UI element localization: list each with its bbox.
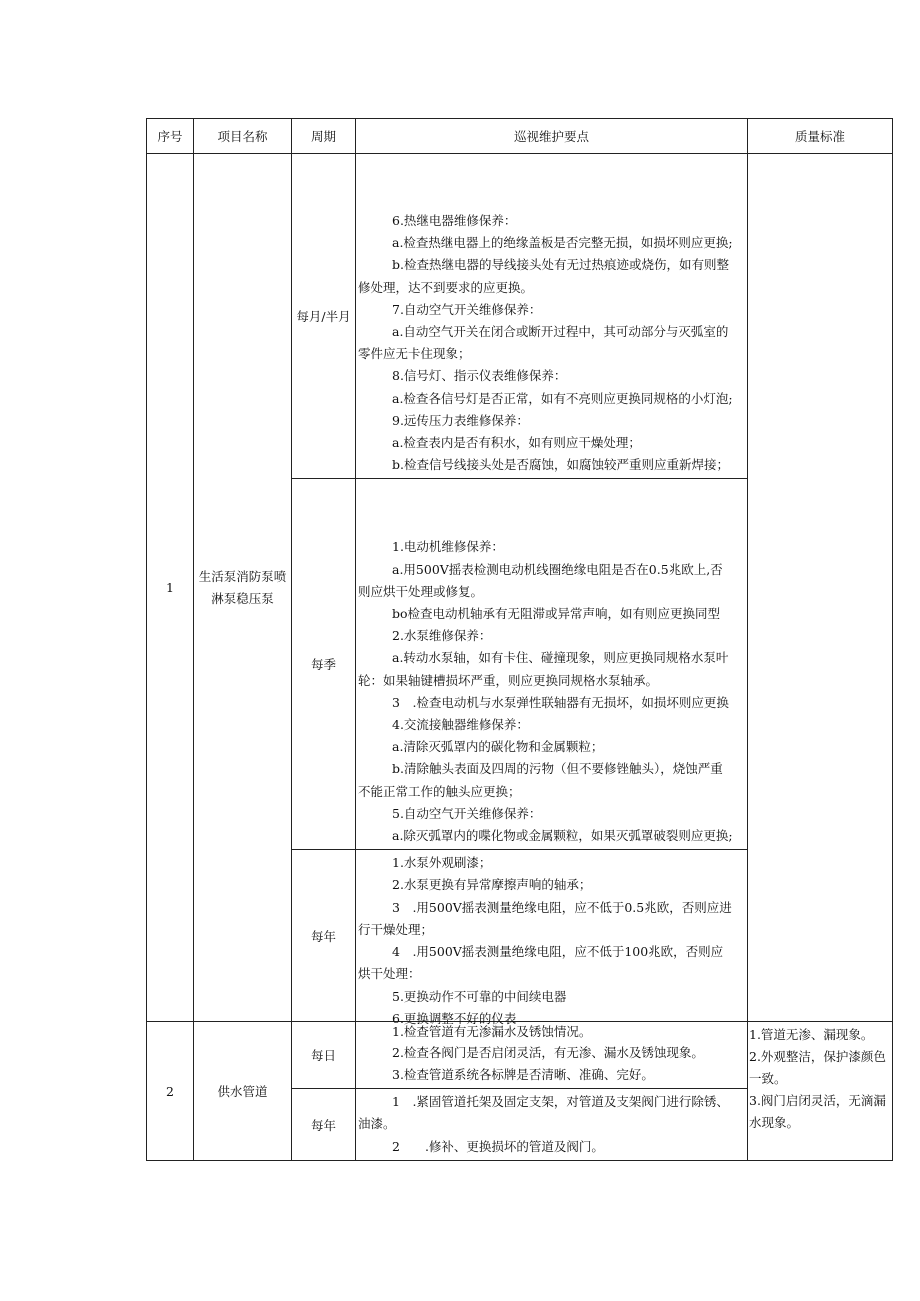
point-line: 5.更换动作不可靠的中间续电器 (392, 988, 567, 1004)
point-line: 1.电动机维修保养： (392, 539, 504, 555)
point-line: 4 .用500V摇表测量绝缘电阻，应不低于100兆欧，否则应 (392, 944, 724, 960)
standard-line: 1.管道无渗、漏现象。 (749, 1027, 874, 1043)
point-line: a.检查表内是否有积水，如有则应干燥处理； (392, 435, 641, 451)
point-line: 8.信号灯、指示仪表维修保养： (392, 368, 567, 384)
item-name: 生活泵消防泵喷淋泵稳压泵 (194, 154, 292, 1022)
header-standard: 质量标准 (748, 119, 893, 154)
period-label: 每季 (292, 479, 356, 850)
maintenance-points (356, 1022, 748, 1089)
point-line: 2.检查各阀门是否启闭灵活，有无渗、漏水及锈蚀现象。 (392, 1045, 704, 1061)
point-line: 6.热继电器维修保养： (392, 213, 517, 228)
standard-line: 2.外观整洁，保护漆颜色 (749, 1049, 886, 1065)
point-line: 修处理，达不到要求的应更换。 (358, 279, 534, 295)
point-line: bo检查电动机轴承有无阻滞或异常声响，如有则应更换同型 (392, 606, 721, 622)
point-line: a.清除灭弧罩内的碳化物和金属颗粒； (392, 739, 604, 755)
point-line: 1.水泵外观刷漆； (392, 855, 492, 871)
quality-standard (748, 154, 893, 1022)
point-line: 3 .检查电动机与水泵弹性联轴器有无损坏，如损坏则应更换 (392, 694, 729, 710)
point-line: a.检查热继电器上的绝缘盖板是否完整无损，如损坏则应更换; (392, 235, 733, 251)
point-line: a.转动水泵轴，如有卡住、碰撞现象，则应更换同规格水泵叶 (392, 650, 729, 666)
standard-line: 水现象。 (749, 1115, 800, 1131)
standard-line: 3.阀门启闭灵活，无滴漏 (749, 1093, 886, 1109)
header-name: 项目名称 (194, 119, 292, 154)
row-number: 1 (147, 154, 194, 1022)
point-line: 4.交流接触器维修保养： (392, 717, 529, 733)
point-line: 5.自动空气开关维修保养： (392, 805, 542, 821)
header-no: 序号 (147, 119, 194, 154)
point-line: 则应烘干处理或修复。 (358, 583, 484, 599)
point-line: 烘干处理： (358, 966, 421, 982)
table-row (147, 154, 893, 479)
point-line: 行干燥处理； (358, 921, 434, 937)
point-line: b.检查信号线接头处是否腐蚀，如腐蚀较严重则应重新焊接； (392, 457, 729, 473)
point-line: 3 .用500V摇表测量绝缘电阻，应不低于0.5兆欧，否则应进 (392, 899, 732, 915)
header-period: 周期 (292, 119, 356, 154)
period-label: 每年 (292, 850, 356, 1022)
maintenance-points (356, 850, 748, 1026)
point-line: b.检查热继电器的导线接头处有无过热痕迹或烧伤，如有则整 (392, 257, 729, 273)
header-points: 巡视维护要点 (356, 119, 748, 154)
point-line: 轮：如果轴键槽损坏严重，则应更换同规格水泵轴承。 (358, 672, 659, 688)
point-line: 9.远传压力表维修保养： (392, 412, 529, 428)
point-line: a.除灭弧罩内的喋化物或金属颗粒，如果灭弧罩破裂则应更换; (392, 828, 733, 844)
point-line: 2.水泵维修保养： (392, 628, 492, 644)
period-label: 每年 (292, 1089, 356, 1161)
point-line: 零件应无卡住现象； (358, 346, 471, 362)
table-row (147, 1022, 893, 1089)
point-line: a.检查各信号灯是否正常，如有不亮则应更换同规格的小灯泡; (392, 390, 733, 406)
point-line: 6.更换调整不好的仪表 (392, 1010, 517, 1026)
point-line: 1.检查管道有无渗漏水及锈蚀情况。 (392, 1024, 592, 1040)
quality-standard (748, 1022, 893, 1161)
point-line: 1 .紧固管道托架及固定支架，对管道及支架阀门进行除锈、 (392, 1094, 729, 1110)
maintenance-table (146, 118, 893, 1161)
point-line: 油漆。 (358, 1116, 396, 1132)
point-line: 3.检查管道系统各标牌是否清晰、准确、完好。 (392, 1067, 654, 1083)
point-line: a.自动空气开关在闭合或断开过程中，其可动部分与灭弧室的 (392, 324, 729, 340)
maintenance-points (356, 479, 748, 850)
point-line: 2 .修补、更换损坏的管道及阀门。 (392, 1138, 604, 1154)
point-line: a.用500V摇表检测电动机线圈绝缘电阻是否在0.5兆欧上,否 (392, 561, 723, 577)
period-label: 每月/半月 (292, 154, 356, 479)
row-number: 2 (147, 1022, 194, 1161)
maintenance-points (356, 1089, 748, 1161)
point-line: 7.自动空气开关维修保养： (392, 301, 542, 317)
standard-line: 一致。 (749, 1071, 787, 1087)
header-row (147, 119, 893, 154)
period-label: 每日 (292, 1022, 356, 1089)
point-line: 2.水泵更换有异常摩擦声响的轴承； (392, 877, 592, 893)
item-name: 供水管道 (194, 1022, 292, 1161)
point-line: b.清除触头表面及四周的污物（但不要修锉触头），烧蚀严重 (392, 761, 723, 777)
maintenance-points (356, 154, 748, 479)
point-line: 不能正常工作的触头应更换； (358, 783, 521, 799)
